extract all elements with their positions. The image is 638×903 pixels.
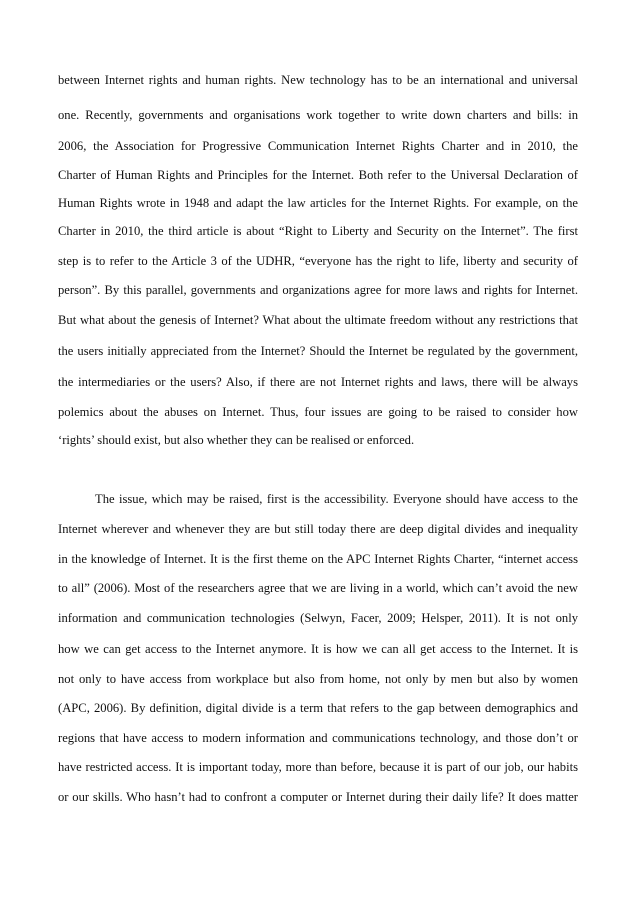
text-line: But what about the genesis of Internet? What about the ultimate freedom without any restrictions that xyxy=(58,313,578,327)
text-line: person”. By this parallel, governments and organizations agree for more laws and rights for Internet. xyxy=(58,283,578,297)
text-line: regions that have access to modern information and communications technology, and those don’t or xyxy=(58,731,578,745)
text-line: to all” (2006). Most of the researchers agree that we are living in a world, which can’t avoid the new xyxy=(58,581,578,595)
text-line: ‘rights’ should exist, but also whether they can be realised or enforced. xyxy=(58,433,415,447)
text-line: 2006, the Association for Progressive Communication Internet Rights Charter and in 2010, the xyxy=(58,139,578,153)
text-line: between Internet rights and human rights. New technology has to be an international and universal xyxy=(58,73,578,87)
text-line: the users initially appreciated from the Internet? Should the Internet be regulated by the government, xyxy=(58,344,578,358)
text-line: Charter in 2010, the third article is about “Right to Liberty and Security on the Internet”. The first xyxy=(58,224,578,238)
text-line: (APC, 2006). By definition, digital divide is a term that refers to the gap between demographics and xyxy=(58,701,578,715)
text-line: or our skills. Who hasn’t had to confront a computer or Internet during their daily life? It does matter xyxy=(58,790,578,804)
text-line: in the knowledge of Internet. It is the first theme on the APC Internet Rights Charter, “internet access xyxy=(58,552,578,566)
text-line: the intermediaries or the users? Also, if there are not Internet rights and laws, there will be always xyxy=(58,375,578,389)
text-line: one. Recently, governments and organisations work together to write down charters and bills: in xyxy=(58,108,578,122)
text-line: have restricted access. It is important today, more than before, because it is part of our job, our habits xyxy=(58,760,578,774)
text-line: Human Rights wrote in 1948 and adapt the law articles for the Internet Rights. For example, on the xyxy=(58,196,578,210)
text-line: polemics about the abuses on Internet. Thus, four issues are going to be raised to consider how xyxy=(58,405,578,419)
text-line: not only to have access from workplace but also from home, not only by men but also by women xyxy=(58,672,578,686)
text-line: The issue, which may be raised, first is the accessibility. Everyone should have access to the xyxy=(95,492,578,506)
text-line: how we can get access to the Internet anymore. It is how we can all get access to the Internet. It is xyxy=(58,642,578,656)
text-line: step is to refer to the Article 3 of the UDHR, “everyone has the right to life, liberty and security of xyxy=(58,254,578,268)
text-line: Charter of Human Rights and Principles for the Internet. Both refer to the Universal Declaration of xyxy=(58,168,578,182)
text-line: Internet wherever and whenever they are but still today there are deep digital divides and inequality xyxy=(58,522,578,536)
text-line: information and communication technologies (Selwyn, Facer, 2009; Helsper, 2011). It is not only xyxy=(58,611,578,625)
